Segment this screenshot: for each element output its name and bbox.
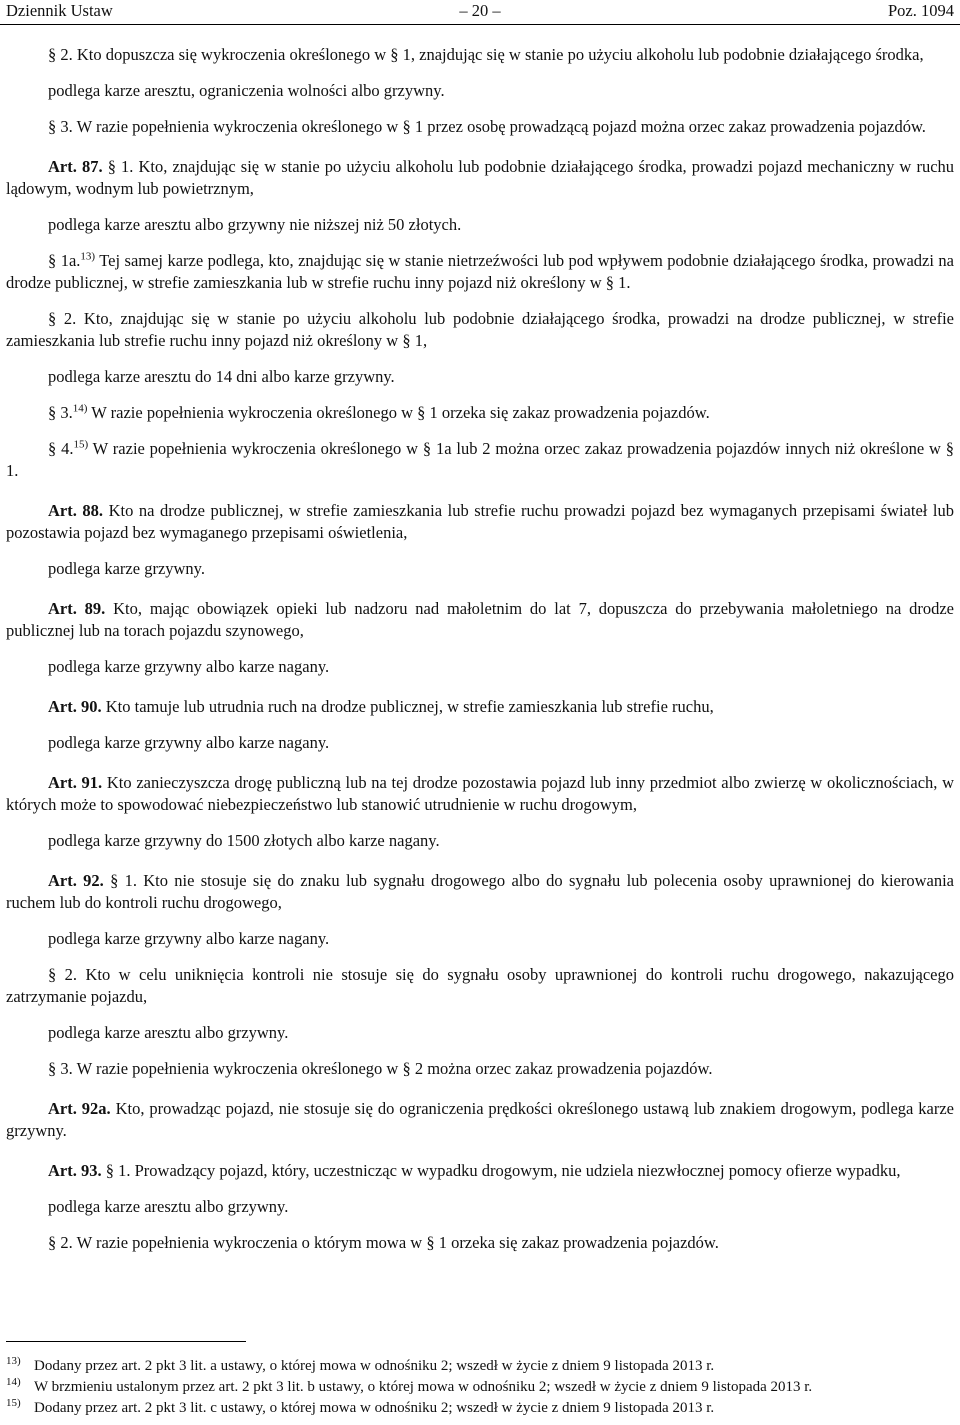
footnote-ref: 14): [72, 402, 88, 415]
article-label: Art. 90.: [48, 697, 102, 716]
page-number: – 20 –: [459, 1, 501, 20]
article-label: Art. 93.: [48, 1161, 102, 1180]
footnote: [6, 1356, 954, 1377]
footnotes: [6, 1356, 954, 1419]
footnote-text: W brzmieniu ustalonym przez art. 2 pkt 3 lit. b ustawy, o której mowa w odnośniku 2; wszedł w życie z dniem 9 listopada 2013 r.: [34, 1379, 813, 1395]
penalty-line: podlega karze aresztu do 14 dni albo karze grzywny.: [48, 367, 395, 386]
paragraph: § 2. W razie popełnienia wykroczenia o którym mowa w § 1 orzeka się zakaz prowadzenia pojazdów.: [48, 1233, 719, 1252]
penalty-line: podlega karze grzywny do 1500 złotych albo karze nagany.: [48, 831, 440, 850]
article-label: Art. 91.: [48, 773, 103, 792]
penalty-line: podlega karze aresztu albo grzywny.: [48, 1023, 289, 1042]
article-90: [6, 696, 954, 718]
article-text: Kto, prowadząc pojazd, nie stosuje się do ograniczenia prędkości określonego ustawą lub znakiem drogowym, podlega karze grzywny.: [6, 1099, 954, 1140]
footnote: [6, 1398, 954, 1419]
article-92: [6, 870, 954, 914]
footnote-number: 15): [6, 1397, 21, 1409]
article-text: § 1. Prowadzący pojazd, który, uczestnicząc w wypadku drogowym, nie udziela niezwłocznej pomocy ofierze wypadku,: [101, 1161, 901, 1180]
article-text: § 1. Kto nie stosuje się do znaku lub sygnału drogowego albo do sygnału lub polecenia osoby uprawnionej do kierowania ruchem lub do kontroli ruchu drogowego,: [6, 871, 954, 912]
penalty-line: podlega karze grzywny albo karze nagany.: [48, 657, 330, 676]
footnote-text: Dodany przez art. 2 pkt 3 lit. c ustawy, o której mowa w odnośniku 2; wszedł w życie z dniem 9 listopada 2013 r.: [34, 1400, 715, 1416]
article-88: [6, 500, 954, 544]
document-body: [6, 44, 954, 1254]
penalty-line: podlega karze aresztu, ograniczenia wolności albo grzywny.: [48, 81, 445, 100]
paragraph: § 2. Kto, znajdując się w stanie po użyciu alkoholu lub podobnie działającego środka, prowadzi na drodze publicznej, w strefie zamieszkania lub strefie ruchu inny pojazd niż określony w § 1,: [6, 309, 954, 350]
penalty-line: podlega karze grzywny albo karze nagany.: [48, 929, 330, 948]
article-93: [6, 1160, 954, 1182]
paragraph: § 1a.$^{13)}$ Tej samej karze podlega, kto, znajdując się w stanie nietrzeźwości lub pod wpływem podobnie działającego środka, prowadzi na drodze publicznej, w strefie zamieszkania lub w strefie ruchu inny pojazd niż określony w § 1.: [6, 250, 954, 292]
paragraph: § 3.$^{14)}$ W razie popełnienia wykroczenia określonego w § 1 orzeka się zakaz prowadzenia pojazdów.: [48, 402, 710, 422]
article-text: Kto na drodze publicznej, w strefie zamieszkania lub strefie ruchu prowadzi pojazd bez wymaganych przepisami świateł lub pozostawia pojazd bez wymaganego przepisami oświetlenia,: [6, 501, 954, 542]
article-label: Art. 89.: [48, 599, 106, 618]
footnote-number: 14): [6, 1376, 21, 1388]
paragraph: § 4.$^{15)}$ W razie popełnienia wykroczenia określonego w § 1a lub 2 można orzec zakaz prowadzenia pojazdów innych niż określone w § 1.: [6, 438, 954, 480]
paragraph: § 2. Kto w celu uniknięcia kontroli nie stosuje się do sygnału osoby uprawnionej do kontroli ruchu drogowego, nakazującego zatrzymanie pojazdu,: [6, 965, 954, 1006]
paragraph: § 3. W razie popełnienia wykroczenia określonego w § 2 można orzec zakaz prowadzenia pojazdów.: [48, 1059, 713, 1078]
article-label: Art. 88.: [48, 501, 104, 520]
footnote-text: Dodany przez art. 2 pkt 3 lit. a ustawy, o której mowa w odnośniku 2; wszedł w życie z dniem 9 listopada 2013 r.: [34, 1358, 715, 1374]
footnote-ref: 15): [73, 438, 89, 451]
article-91: [6, 772, 954, 816]
article-text: § 1. Kto, znajdując się w stanie po użyciu alkoholu lub podobnie działającego środka, prowadzi pojazd mechaniczny w ruchu lądowym, wodnym lub powietrznym,: [6, 157, 955, 198]
footnote: [6, 1377, 954, 1398]
penalty-line: podlega karze aresztu albo grzywny nie niższej niż 50 złotych.: [48, 215, 462, 234]
article-92a: [6, 1098, 954, 1142]
article-label: Art. 92a.: [48, 1099, 111, 1118]
penalty-line: podlega karze aresztu albo grzywny.: [48, 1197, 289, 1216]
journal-title: Dziennik Ustaw: [6, 1, 113, 20]
article-label: Art. 92.: [48, 871, 104, 890]
penalty-line: podlega karze grzywny albo karze nagany.: [48, 733, 330, 752]
article-89: [6, 598, 954, 642]
article-text: Kto tamuje lub utrudnia ruch na drodze publicznej, w strefie zamieszkania lub strefie ruchu,: [101, 697, 714, 716]
penalty-line: podlega karze grzywny.: [48, 559, 205, 578]
paragraph: § 2. Kto dopuszcza się wykroczenia określonego w § 1, znajdując się w stanie po użyciu alkoholu lub podobnie działającego środka,: [48, 45, 924, 64]
article-87: [6, 156, 954, 200]
article-text: Kto, mając obowiązek opieki lub nadzoru nad małoletnim do lat 7, dopuszcza do przebywania małoletniego na drodze publicznej lub na torach pojazdu szynowego,: [6, 599, 955, 640]
footnote-number: 13): [6, 1355, 21, 1367]
position-number: Poz. 1094: [888, 1, 954, 20]
footnote-divider: [6, 1341, 246, 1342]
paragraph: § 3. W razie popełnienia wykroczenia określonego w § 1 przez osobę prowadzącą pojazd można orzec zakaz prowadzenia pojazdów.: [48, 117, 926, 136]
page-header: [0, 0, 960, 25]
footnote-ref: 13): [80, 250, 96, 263]
article-label: Art. 87.: [48, 157, 103, 176]
article-text: Kto zanieczyszcza drogę publiczną lub na tej drodze pozostawia pojazd lub inny przedmiot albo zwierzę w okolicznościach, w których może to spowodować niebezpieczeństwo lub stanowić utrudnienie w ruchu drogowym,: [6, 773, 955, 814]
